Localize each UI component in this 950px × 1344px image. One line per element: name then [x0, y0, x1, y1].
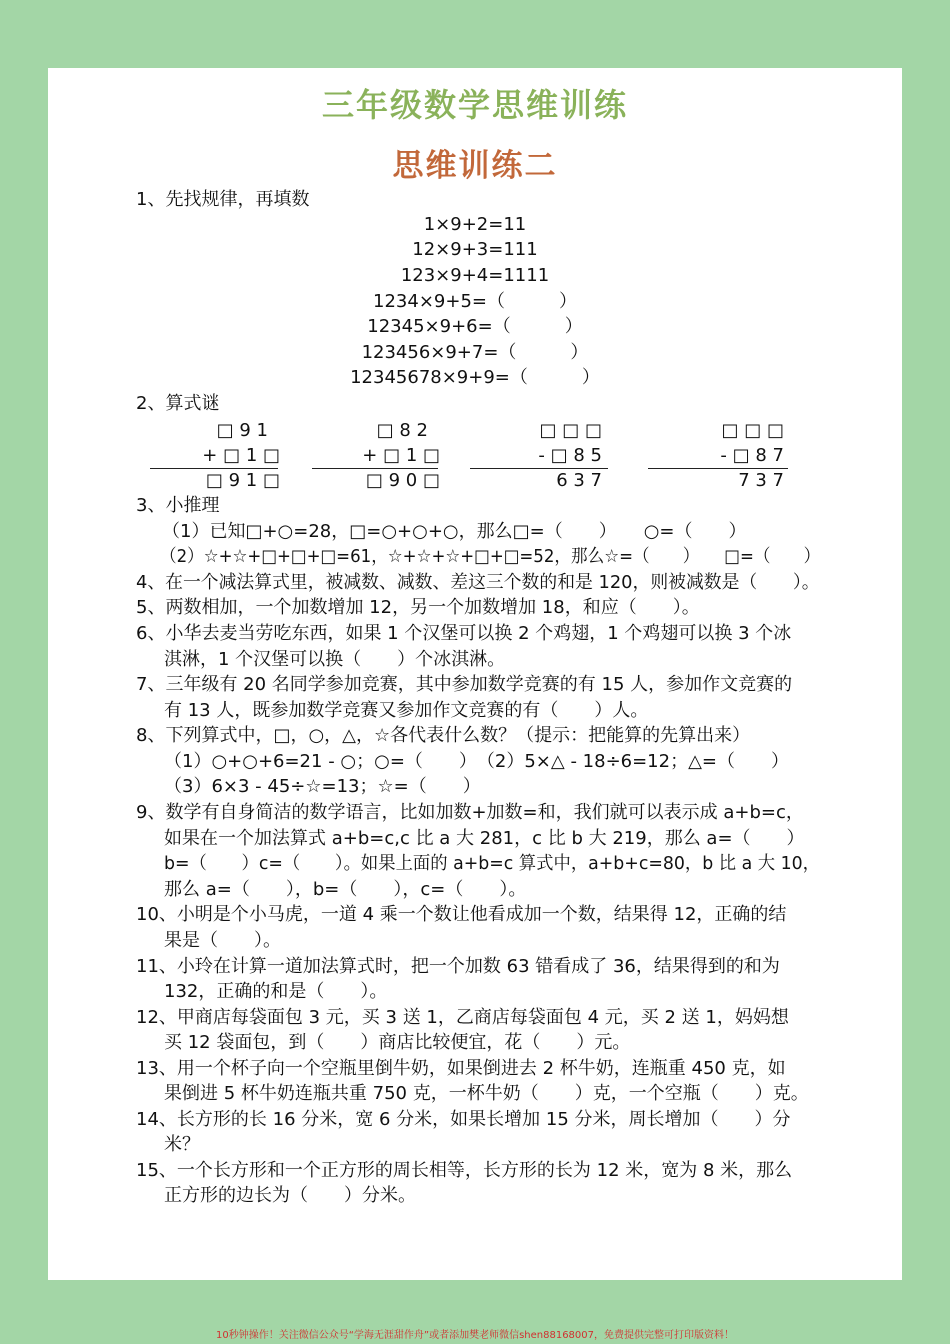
puzzle-row: □ □ □ — [539, 420, 602, 441]
q9-line: 9、数学有自身简洁的数学语言，比如加数+加数=和，我们就可以表示成 a+b=c， — [136, 802, 804, 823]
puzzle-row: 7 3 7 — [738, 470, 784, 491]
q13-line: 13、用一个杯子向一个空瓶里倒牛奶，如果倒进去 2 杯牛奶，连瓶重 450 克，如 — [136, 1058, 786, 1079]
q7-line: 7、三年级有 20 名同学参加竞赛，其中参加数学竞赛的有 15 人，参加作文竞赛的 — [136, 674, 793, 695]
q8-line: （3）6×3 - 45÷☆=13；☆=（ ） — [164, 776, 481, 797]
q9-line: 如果在一个加法算式 a+b=c,c 比 a 大 281，c 比 b 大 219，那么 a=（ ） — [164, 828, 805, 849]
q6-line: 淇淋，1 个汉堡可以换（ ）个冰淇淋。 — [164, 649, 506, 670]
puzzle-3 — [470, 418, 610, 493]
page-title: 三年级数学思维训练 — [321, 86, 628, 124]
puzzle-row: □ □ □ — [721, 420, 784, 441]
puzzle-1 — [150, 418, 280, 493]
q1-row: 12345678×9+9=（ ） — [350, 367, 600, 388]
q1-row: 1×9+2=11 — [423, 214, 527, 235]
puzzle-row: □ 9 0 □ — [365, 470, 440, 491]
q3-line: （2）☆+☆+□+□+□=61，☆+☆+☆+□+□=52，那么☆=（ ） □=（ ） — [160, 546, 821, 567]
q9-line: 那么 a=（ ），b=（ ），c=（ ）。 — [164, 879, 527, 900]
q3-label: 3、小推理 — [136, 495, 220, 516]
q1-label: 1、先找规律，再填数 — [136, 189, 310, 210]
q9-line: b=（ ）c=（ ）。如果上面的 a+b=c 算式中，a+b+c=80，b 比 a 大 10， — [164, 853, 820, 874]
q11-line: 11、小玲在计算一道加法算式时，把一个加数 63 错看成了 36，结果得到的和为 — [136, 956, 780, 977]
q12-line: 12、甲商店每袋面包 3 元，买 3 送 1，乙商店每袋面包 4 元，买 2 送 1，妈妈想 — [136, 1007, 789, 1028]
q3-line: （1）已知□+○=28，□=○+○+○，那么□=（ ） ○=（ ） — [162, 521, 747, 542]
q4-text: 4、在一个减法算式里，被减数、减数、差这三个数的和是 120，则被减数是（ ）。 — [136, 572, 820, 593]
q14-line: 米？ — [164, 1134, 200, 1155]
puzzle-row: □ 9 1 □ — [205, 470, 280, 491]
q1-row: 12×9+3=111 — [412, 239, 538, 260]
footer-notice: 10秒钟操作！关注微信公众号“学海无涯甜作舟”或者添加樊老师微信shen88168007，免费提供完整可打印版资料！ — [215, 1330, 735, 1341]
q1-row: 123×9+4=1111 — [400, 265, 550, 286]
q1-row: 123456×9+7=（ ） — [361, 342, 589, 363]
puzzle-2 — [312, 418, 440, 493]
puzzle-divider — [648, 468, 788, 469]
puzzle-divider — [312, 468, 438, 469]
q2-label: 2、算式谜 — [136, 393, 220, 414]
puzzle-row: - □ 8 5 — [538, 445, 602, 466]
page-subtitle: 思维训练二 — [392, 148, 558, 184]
q15-line: 正方形的边长为（ ）分米。 — [164, 1185, 416, 1206]
puzzle-row: + □ 1 □ — [362, 445, 440, 466]
q1-row: 1234×9+5=（ ） — [373, 291, 577, 312]
puzzle-4 — [648, 418, 790, 493]
q10-line: 10、小明是个小马虎，一道 4 乘一个数让他看成加一个数，结果得 12，正确的结 — [136, 904, 787, 925]
q12-line: 买 12 袋面包，到（ ）商店比较便宜，花（ ）元。 — [164, 1032, 631, 1053]
puzzle-row: - □ 8 7 — [720, 445, 784, 466]
puzzle-divider — [470, 468, 608, 469]
q13-line: 果倒进 5 杯牛奶连瓶共重 750 克，一杯牛奶（ ）克，一个空瓶（ ）克。 — [164, 1083, 809, 1104]
q7-line: 有 13 人，既参加数学竞赛又参加作文竞赛的有（ ）人。 — [164, 700, 649, 721]
q11-line: 132，正确的和是（ ）。 — [164, 981, 388, 1002]
q8-line: （1）○+○+6=21 - ○；○=（ ） （2）5×△ - 18÷6=12；△=（ ） — [164, 751, 790, 772]
q1-row: 12345×9+6=（ ） — [367, 316, 583, 337]
q14-line: 14、长方形的长 16 分米，宽 6 分米，如果长增加 15 分米，周长增加（ ）分 — [136, 1109, 791, 1130]
puzzle-divider — [150, 468, 278, 469]
puzzle-row: 6 3 7 — [556, 470, 602, 491]
q10-line: 果是（ ）。 — [164, 930, 281, 951]
q5-text: 5、两数相加，一个加数增加 12，另一个加数增加 18，和应（ ）。 — [136, 597, 700, 618]
puzzle-row: + □ 1 □ — [202, 445, 280, 466]
q15-line: 15、一个长方形和一个正方形的周长相等，长方形的长为 12 米，宽为 8 米，那么 — [136, 1160, 793, 1181]
q8-line: 8、下列算式中，□，○，△，☆各代表什么数？（提示：把能算的先算出来） — [136, 725, 751, 746]
puzzle-row: □ 9 1 — [216, 420, 268, 441]
q6-line: 6、小华去麦当劳吃东西，如果 1 个汉堡可以换 2 个鸡翅，1 个鸡翅可以换 3 个冰 — [136, 623, 792, 644]
puzzle-row: □ 8 2 — [376, 420, 428, 441]
